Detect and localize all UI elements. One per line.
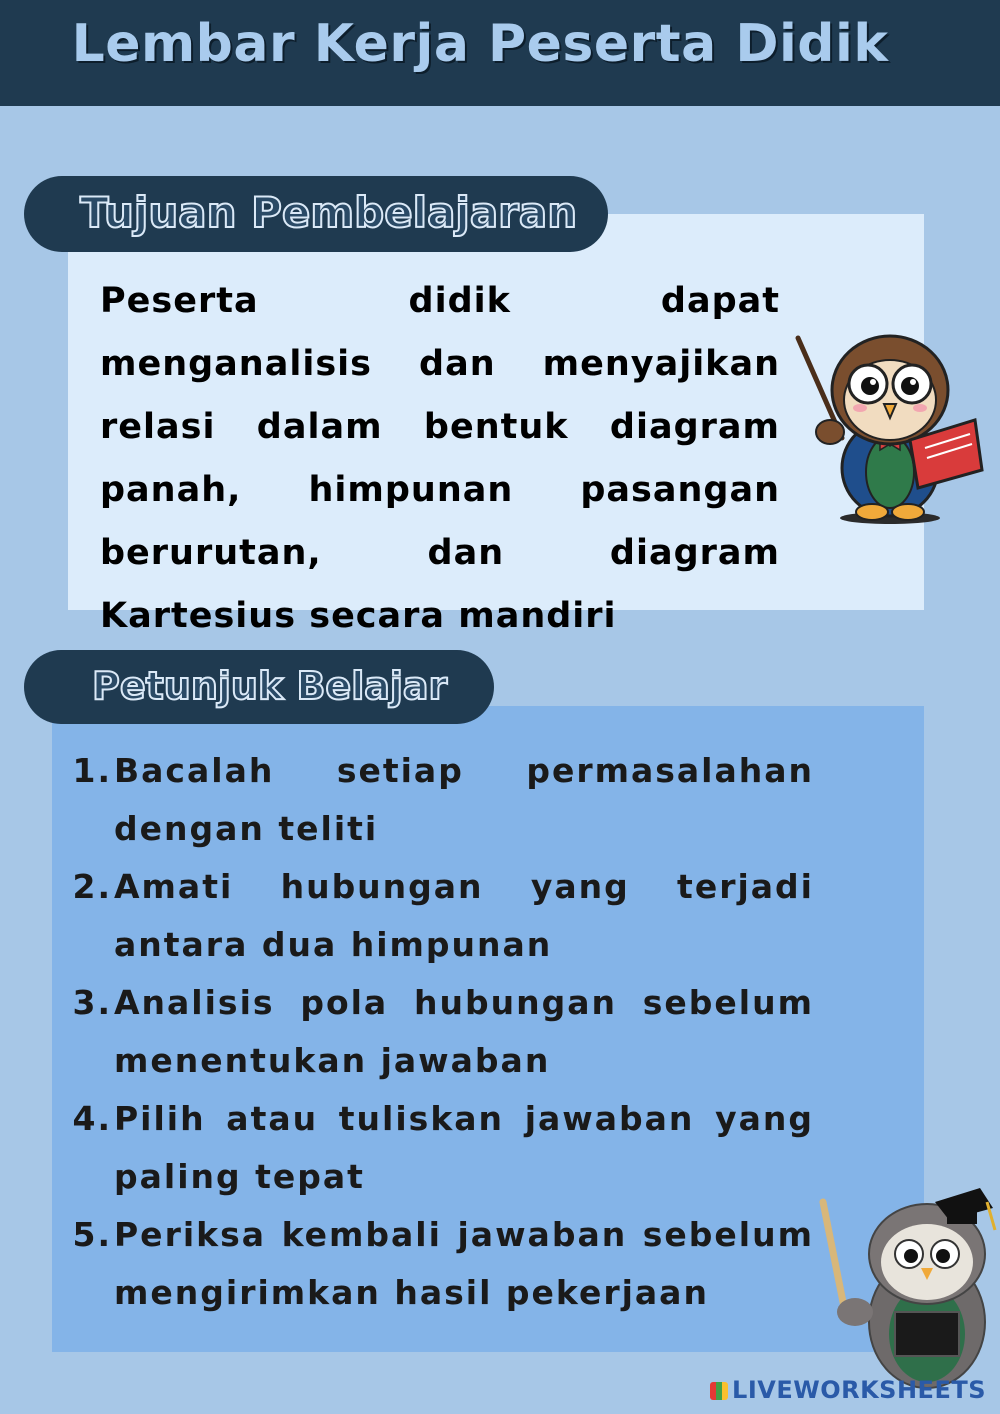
step-text: Analisis pola hubungan sebelum menentukan jawaban [114, 983, 814, 1080]
step-number: 5. [72, 1215, 112, 1254]
step-text: Periksa kembali jawaban sebelum mengirimkan hasil pekerjaan [114, 1215, 814, 1312]
step-text: Amati hubungan yang terjadi antara dua himpunan [114, 867, 814, 964]
watermark-text: LIVEWORKSHEETS [732, 1376, 986, 1404]
step-number: 4. [72, 1099, 112, 1138]
step-text: Bacalah setiap permasalahan dengan teliti [114, 751, 814, 848]
teacher-owl-illustration [790, 320, 990, 525]
list-item [70, 858, 814, 974]
list-item [70, 974, 814, 1090]
liveworksheets-watermark [710, 1376, 986, 1404]
graduate-owl-illustration [815, 1172, 1000, 1392]
step-number: 3. [72, 983, 112, 1022]
instructions-label: Petunjuk Belajar [92, 664, 448, 708]
list-item [70, 1206, 814, 1322]
header-bar [0, 0, 1000, 106]
list-item [70, 1090, 814, 1206]
list-item [70, 742, 814, 858]
step-number: 2. [72, 867, 112, 906]
page-title: Lembar Kerja Peserta Didik [71, 14, 889, 74]
learning-goal-label: Tujuan Pembelajaran [80, 188, 578, 237]
step-text: Pilih atau tuliskan jawaban yang paling tepat [114, 1099, 814, 1196]
step-number: 1. [72, 751, 112, 790]
liveworksheets-logo-icon [710, 1382, 728, 1400]
learning-goal-text: Peserta didik dapat menganalisis dan menyajikan relasi dalam bentuk diagram panah, himpunan pasangan berurutan, dan diagram Kartesius secara mandiri [100, 281, 780, 636]
instructions-list [70, 742, 814, 1322]
